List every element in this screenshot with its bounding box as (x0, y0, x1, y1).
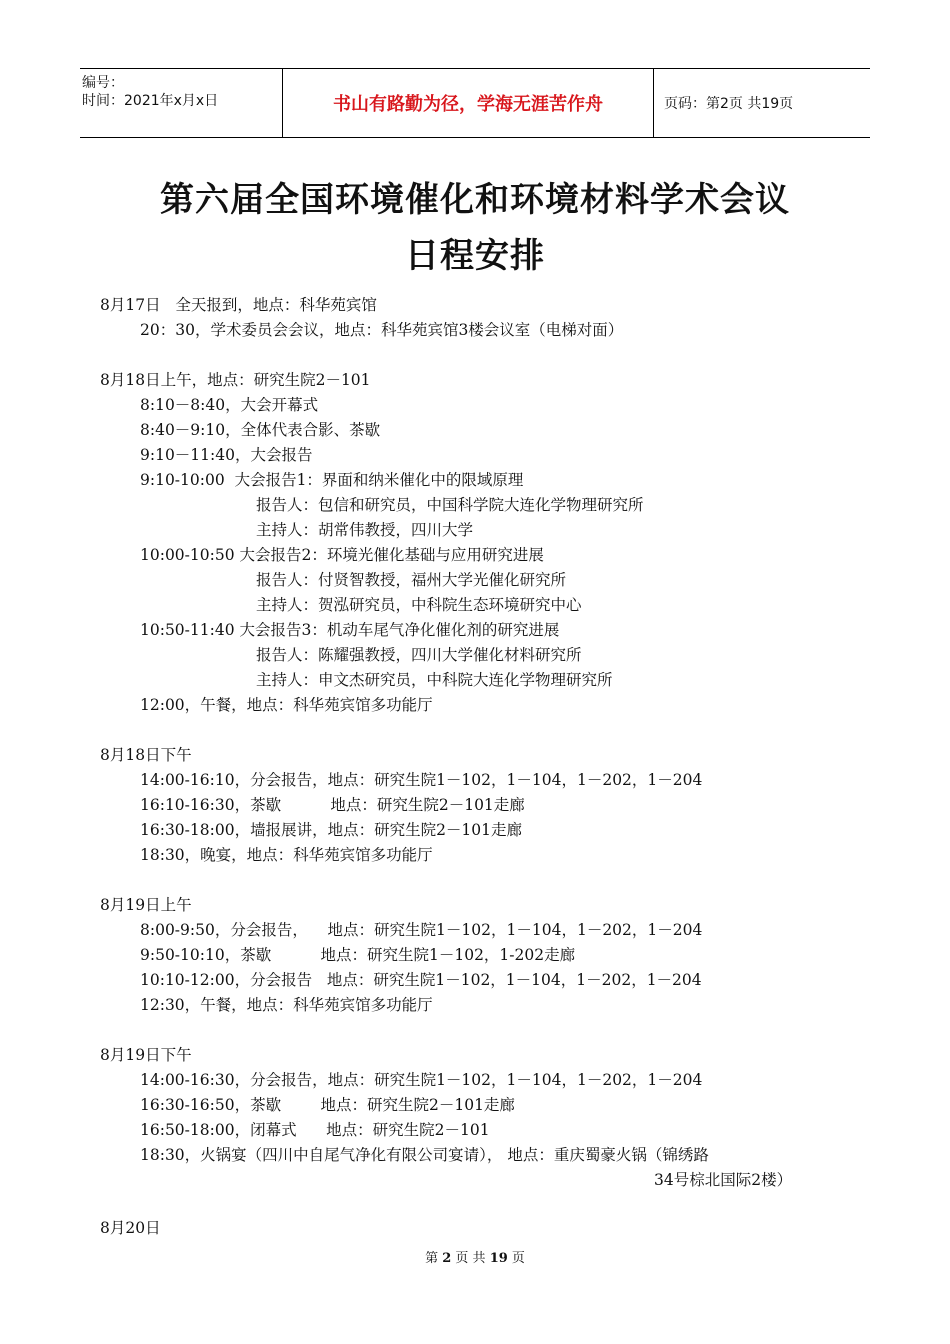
document-title: 第六届全国环境催化和环境材料学术会议 (160, 180, 790, 220)
footer-prefix: 第 (425, 1251, 439, 1266)
footer-middle: 页 共 (455, 1251, 486, 1266)
day-heading: 8月17日 全天报到，地点：科华苑宾馆 (100, 296, 377, 314)
footer-suffix: 页 (511, 1251, 525, 1266)
schedule-item: 8:40－9:10，全体代表合影、茶歇 (140, 421, 381, 439)
schedule-item: 14:00-16:30，分会报告，地点：研究生院1－102，1－104，1－202，1－204 (140, 1071, 703, 1089)
host-line: 主持人：申文杰研究员，中科院大连化学物理研究所 (256, 671, 613, 689)
schedule-item: 16:30-18:00，墙报展讲，地点：研究生院2－101走廊 (140, 821, 523, 839)
schedule-item: 9:50-10:10，茶歇 地点：研究生院1－102，1-202走廊 (140, 946, 576, 964)
reporter-line: 报告人：包信和研究员，中国科学院大连化学物理研究所 (256, 496, 644, 514)
schedule-item: 10:50-11:40 大会报告3：机动车尾气净化催化剂的研究进展 (140, 621, 560, 639)
page-header (80, 68, 870, 138)
page-footer (0, 1247, 950, 1266)
day-heading: 8月18日上午，地点：研究生院2－101 (100, 371, 371, 389)
schedule-item: 12:30，午餐，地点：科华苑宾馆多功能厅 (140, 996, 433, 1014)
schedule-item: 10:10-12:00，分会报告 地点：研究生院1－102，1－104，1－202，1－204 (140, 971, 702, 989)
day-heading: 8月19日上午 (100, 896, 192, 914)
schedule-item: 9:10-10:00 大会报告1：界面和纳米催化中的限域原理 (140, 471, 524, 489)
schedule-item: 10:00-10:50 大会报告2：环境光催化基础与应用研究进展 (140, 546, 544, 564)
page-info-text: 页码：第2页 共19页 (664, 96, 794, 112)
schedule-item-continuation: 34号棕北国际2楼） (654, 1171, 793, 1189)
host-line: 主持人：胡常伟教授，四川大学 (256, 521, 474, 539)
footer-total-pages: 19 (489, 1251, 508, 1266)
schedule-item: 16:50-18:00，闭幕式 地点：研究生院2－101 (140, 1121, 490, 1139)
schedule-item: 14:00-16:10，分会报告，地点：研究生院1－102，1－104，1－202，1－204 (140, 771, 703, 789)
document-subtitle: 日程安排 (405, 236, 545, 276)
schedule-item: 8:00-9:50，分会报告， 地点：研究生院1－102，1－104，1－202，1－204 (140, 921, 703, 939)
day-heading: 8月19日下午 (100, 1046, 192, 1064)
schedule-item: 16:10-16:30，茶歇 地点：研究生院2－101走廊 (140, 796, 525, 814)
schedule-item: 16:30-16:50，茶歇 地点：研究生院2－101走廊 (140, 1096, 515, 1114)
header-motto-cell (282, 69, 654, 137)
reporter-line: 报告人：付贤智教授，福州大学光催化研究所 (256, 571, 567, 589)
motto-text: 书山有路勤为径，学海无涯苦作舟 (333, 94, 603, 115)
schedule-item: 12:00，午餐，地点：科华苑宾馆多功能厅 (140, 696, 433, 714)
host-line: 主持人：贺泓研究员，中科院生态环境研究中心 (256, 596, 582, 614)
header-meta (80, 69, 280, 137)
time-label: 时间：2021年x月x日 (82, 93, 219, 109)
schedule-item: 9:10－11:40，大会报告 (140, 446, 313, 464)
schedule-item: 18:30，火锅宴（四川中自尾气净化有限公司宴请）， 地点：重庆蜀豪火锅（锦绣路 (140, 1146, 709, 1164)
header-page-info (654, 69, 870, 137)
day-heading: 8月20日 (100, 1219, 161, 1237)
number-label: 编号： (82, 75, 124, 91)
day-heading: 8月18日下午 (100, 746, 192, 764)
footer-page-number: 2 (442, 1251, 452, 1266)
schedule-item: 18:30，晚宴，地点：科华苑宾馆多功能厅 (140, 846, 433, 864)
schedule-item: 8:10－8:40，大会开幕式 (140, 396, 319, 414)
reporter-line: 报告人：陈耀强教授，四川大学催化材料研究所 (256, 646, 582, 664)
schedule-item: 20：30，学术委员会会议，地点：科华苑宾馆3楼会议室（电梯对面） (140, 321, 624, 339)
